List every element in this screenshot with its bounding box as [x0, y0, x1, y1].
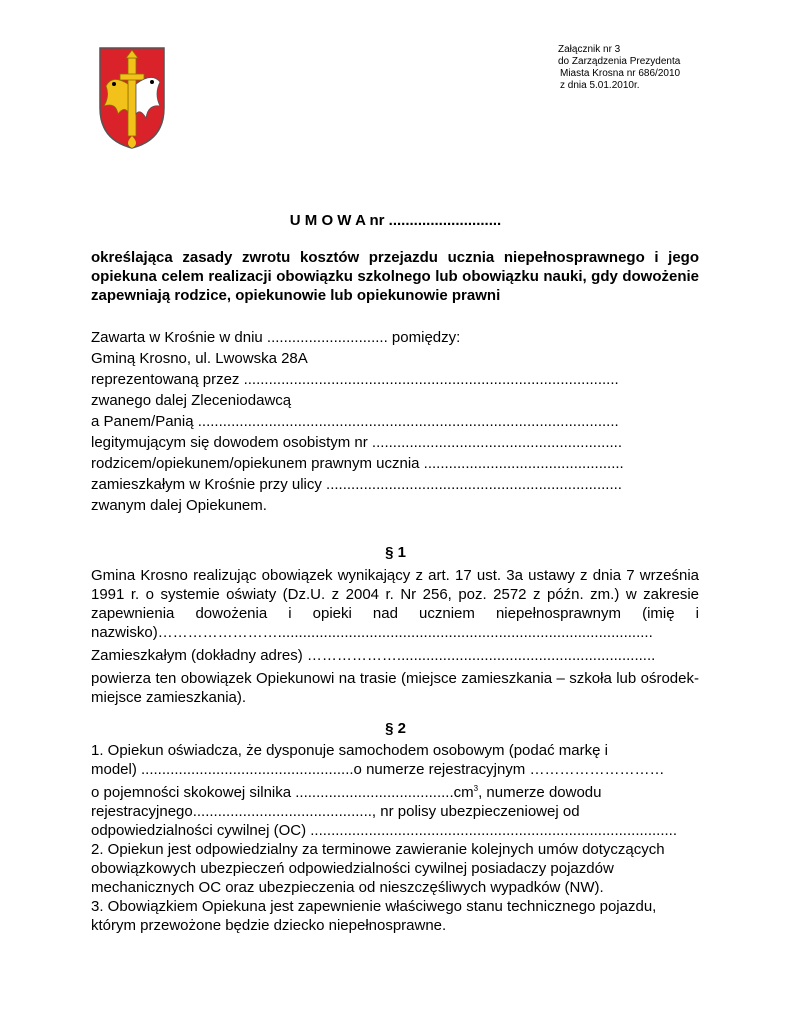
section-1-address: Zamieszkałym (dokładny adres) ………………..............................................................	[91, 647, 656, 664]
party-line: zamieszkałym w Krośnie przy ulicy .......................................................................	[91, 476, 622, 493]
document-title: U M O W A nr ...........................	[289, 212, 502, 229]
section-1-route: powierza ten obowiązek Opiekunowi na trasie (miejsce zamieszkania – szkoła lub ośrodek- miejsce zamieszkania).	[91, 670, 699, 706]
section-2-line: odpowiedzialności cywilnej (OC) ........................................................................................	[91, 822, 677, 839]
section-2-paragraph: 3. Obowiązkiem Opiekuna jest zapewnienie właściwego stanu technicznego pojazdu, którym przewożone będzie dziecko niepełnosprawne.	[91, 898, 657, 934]
section-1-heading: § 1	[385, 544, 406, 561]
section-2-paragraph: 2. Opiekun jest odpowiedzialny za terminowe zawieranie kolejnych umów dotyczących obowiązkowych ubezpieczeń odpowiedzialności cywilnej posiadaczy pojazdów mechanicznych OC oraz ubezpieczenia od nieszczęśliwych wypadków (NW).	[91, 841, 665, 896]
annex-line: z dnia 5.01.2010r.	[560, 80, 640, 91]
section-1-body	[91, 566, 699, 707]
party-line: reprezentowaną przez ..........................................................................................	[91, 371, 619, 388]
capacity-text: o pojemności skokowej silnika ......................................cm	[91, 784, 474, 801]
capacity-text-end: , numerze dowodu	[478, 784, 602, 801]
party-line: zwanym dalej Opiekunem.	[91, 497, 267, 514]
cubic-superscript: 3	[473, 784, 479, 793]
party-line: Gminą Krosno, ul. Lwowska 28A	[91, 350, 308, 367]
party-line: Zawarta w Krośnie w dniu ............................. pomiędzy:	[91, 329, 461, 346]
annex-note	[558, 44, 680, 92]
party-line: a Panem/Panią .....................................................................................................	[91, 413, 619, 430]
section-2-line: model) ...................................................o numerze rejestracyjnym ………………………	[91, 761, 665, 778]
section-2-body	[91, 741, 699, 935]
krosno-coat-of-arms-icon	[96, 44, 168, 152]
parties-section	[91, 327, 699, 516]
party-line: zwanego dalej Zleceniodawcą	[91, 392, 292, 409]
party-line: rodzicem/opiekunem/opiekunem prawnym ucznia ................................................	[91, 455, 624, 472]
annex-line: Miasta Krosna nr 686/2010	[560, 68, 681, 79]
annex-line: Załącznik nr 3	[558, 44, 621, 55]
section-1-paragraph: Gmina Krosno realizując obowiązek wynikający z art. 17 ust. 3a ustawy z dnia 7 września 1991 r. o systemie oświaty (Dz.U. z 2004 r. Nr 256, poz. 2572 z późn. zm.) w zakresie zapewnienia dowożenia i opieki nad uczniem niepełnosprawnym (imię i nazwisko)……………………..........................................................................................	[91, 567, 699, 641]
section-2-line: rejestracyjnego..........................................., nr polisy ubezpieczeniowej od	[91, 803, 580, 820]
party-line: legitymującym się dowodem osobistym nr ............................................................	[91, 434, 622, 451]
section-2-line: 1. Opiekun oświadcza, że dysponuje samochodem osobowym (podać markę i	[91, 742, 608, 759]
annex-line: do Zarządzenia Prezydenta	[558, 56, 681, 67]
section-2-heading: § 2	[385, 720, 406, 737]
document-subtitle: określająca zasady zwrotu kosztów przejazdu ucznia niepełnosprawnego i jego opiekuna celem realizacji obowiązku szkolnego lub obowiązku nauki, gdy dowożenie zapewniają rodzice, opiekunowie lub opiekunowie prawni	[91, 249, 699, 304]
section-2-line	[91, 779, 699, 802]
